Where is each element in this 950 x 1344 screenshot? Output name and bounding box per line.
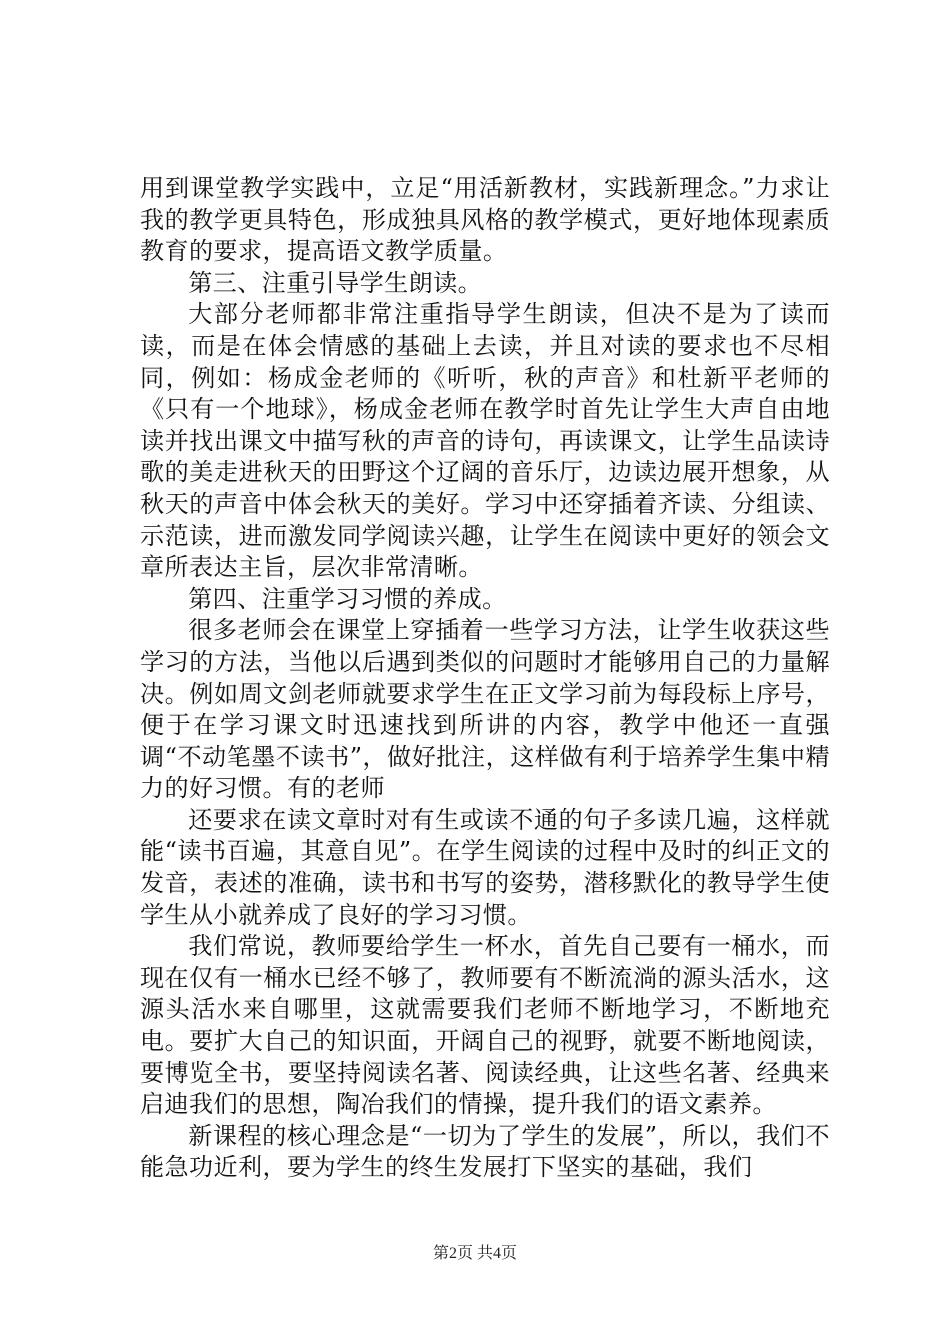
paragraph-4: 还要求在读文章时对有生或读不通的句子多读几遍，这样就能“读书百遍，其意自见”。在学生阅读的过程中及时的纠正文的发音，表述的准确，读书和书写的姿势，潜移默化的教导学生使学生从小就养成了良好的学习习惯。 (140, 805, 830, 929)
paragraph-2: 大部分老师都非常注重指导学生朗读，但决不是为了读而读，而是在体会情感的基础上去读，并且对读的要求也不尽相同，例如：杨成金老师的《听听，秋的声音》和杜新平老师的《只有一个地球》，杨成金老师在教学时首先让学生大声自由地读并找出课文中描写秋的声音的诗句，再读课文，让学生品读诗歌的美走进秋天的田野这个辽阔的音乐厅，边读边展开想象，从秋天的声音中体会秋天的美好。学习中还穿插着齐读、分组读、示范读，进而激发同学阅读兴趣，让学生在阅读中更好的领会文章所表达主旨，层次非常清晰。 (140, 300, 830, 582)
section-heading-4: 第四、注重学习习惯的养成。 (188, 584, 507, 613)
section-heading-3: 第三、注重引导学生朗读。 (188, 268, 483, 297)
document-body (140, 173, 830, 1184)
page-footer (0, 1244, 950, 1264)
paragraph-1: 用到课堂教学实践中，立足“用活新教材，实践新理念。”力求让我的教学更具特色，形成独具风格的教学模式，更好地体现素质教育的要求，提高语文教学质量。 (140, 174, 830, 266)
paragraph-6: 新课程的核心理念是“一切为了学生的发展”，所以，我们不能急功近利，要为学生的终生发展打下坚实的基础，我们 (140, 1121, 830, 1182)
paragraph-5: 我们常说，教师要给学生一杯水，首先自己要有一桶水，而现在仅有一桶水已经不够了，教师要有不断流淌的源头活水，这源头活水来自哪里，这就需要我们老师不断地学习，不断地充电。要扩大自己的知识面，开阔自己的视野，就要不断地阅读，要博览全书，要坚持阅读名著、阅读经典，让这些名著、经典来启迪我们的思想，陶冶我们的情操，提升我们的语文素养。 (140, 932, 830, 1119)
page-number-label: 第2页 共4页 (432, 1245, 517, 1262)
paragraph-3: 很多老师会在课堂上穿插着一些学习方法，让学生收获这些学习的方法，当他以后遇到类似的问题时才能够用自己的力量解决。例如周文剑老师就要求学生在正文学习前为每段标上序号，便于在学习课文时迅速找到所讲的内容，教学中他还一直强调“不动笔墨不读书”，做好批注，这样做有利于培养学生集中精力的好习惯。有的老师 (140, 616, 830, 803)
